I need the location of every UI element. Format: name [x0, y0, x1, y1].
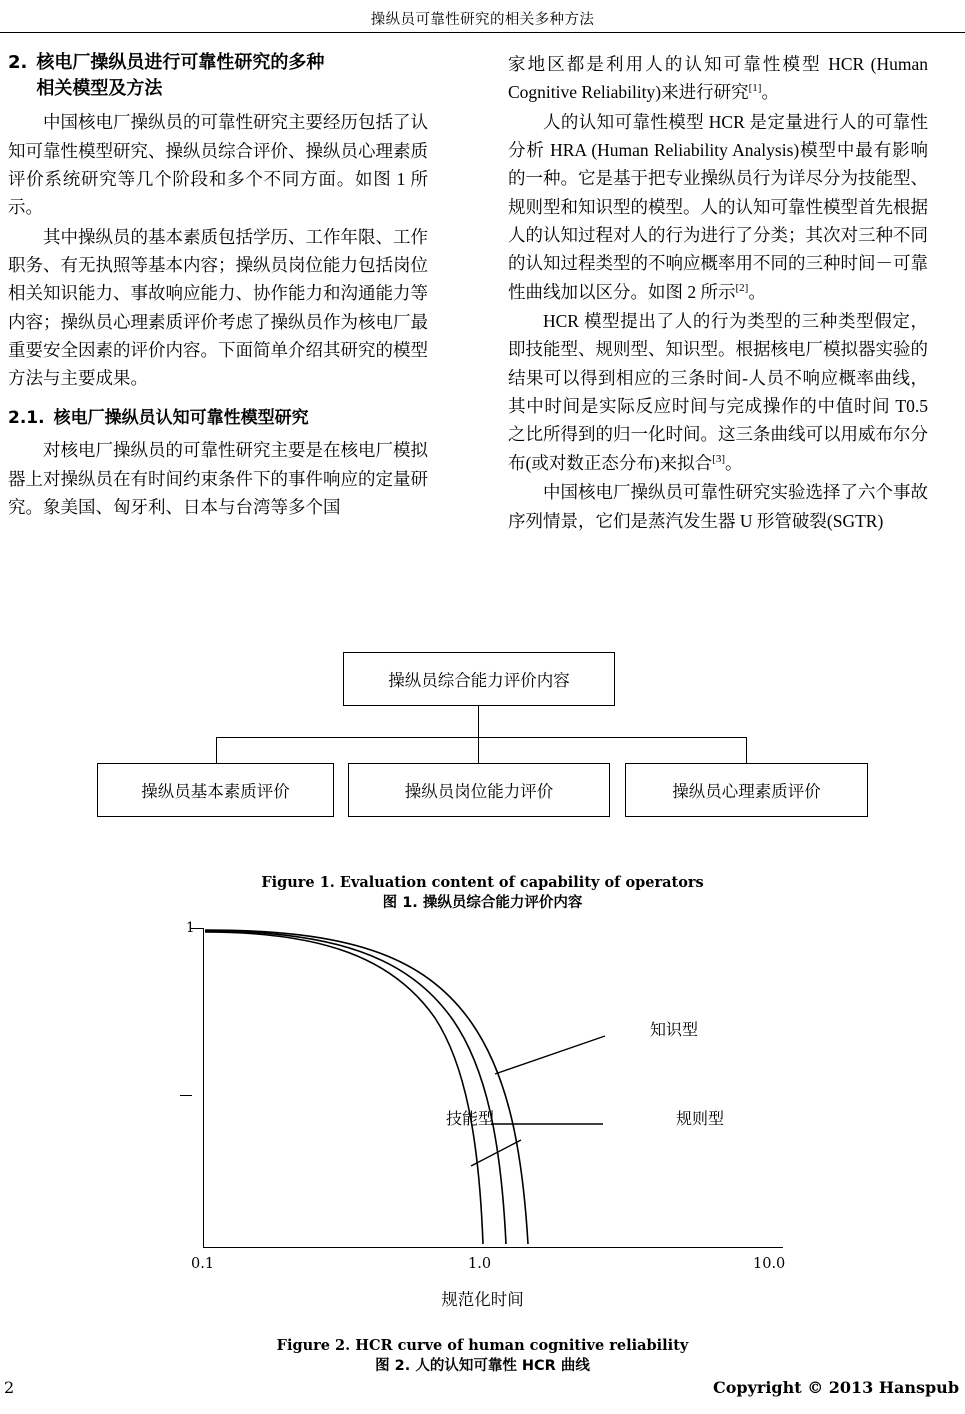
figure2-caption: [0, 1335, 965, 1377]
page-number: 2: [4, 1378, 15, 1397]
paragraph: 中国核电厂操纵员可靠性研究实验选择了六个事故序列情景，它们是蒸汽发生器 U 形管破裂(SGTR): [508, 482, 928, 531]
figure2-caption-cn: 图 2. 人的认知可靠性 HCR 曲线: [375, 1358, 590, 1375]
figure2-xtick-label-3: 10.0: [753, 1256, 786, 1272]
header-rule: [0, 32, 965, 33]
citation-ref: [3]: [712, 452, 725, 465]
left-column: [8, 50, 428, 522]
paragraph: 人的认知可靠性模型 HCR 是定量进行人的可靠性分析 HRA (Human Reliability Analysis)模型中最有影响的一种。它是基于把专业操纵员行为详尽分为技能型、规则型和知识型的模型。人的认知可靠性模型首先根据人的认知过程对人的行为进行了分类；其次对三种不同的认知过程类型的不响应概率用不同的三种时间－可靠性曲线加以区分。如图 2 所示[2]。: [508, 111, 928, 302]
figure1-caption-cn: 图 1. 操纵员综合能力评价内容: [382, 895, 583, 912]
subsection-heading: [8, 405, 428, 433]
paragraph: 其中操纵员的基本素质包括学历、工作年限、工作职务、有无执照等基本内容；操纵员岗位能力包括岗位相关知识能力、事故响应能力、协作能力和沟通能力等内容；操纵员心理素质评价考虑了操纵员作为核电厂最重要安全因素的评价内容。下面简单介绍其研究的模型方法与主要成果。: [8, 226, 428, 389]
figure1-top-box: 操纵员综合能力评价内容: [343, 652, 615, 706]
figure-2: [0, 920, 965, 1320]
section-heading: [8, 50, 428, 102]
figure1-child-box-2: 操纵员岗位能力评价: [348, 763, 610, 817]
figure1-connector-vertical-left: [216, 737, 217, 763]
subsection-number: 2.1.: [8, 407, 45, 428]
figure2-xtick-label-1: 0.1: [191, 1256, 215, 1272]
section-number: 2.: [8, 52, 28, 73]
paragraph: 家地区都是利用人的认知可靠性模型 HCR (Human Cognitive Reliability)来进行研究[1]。: [508, 54, 928, 103]
figure2-label-skill: 技能型: [446, 1109, 495, 1128]
figure1-connector-vertical-right: [746, 737, 747, 763]
figure1-connector-vertical-top: [478, 706, 479, 738]
figure2-label-knowledge: 知识型: [650, 1020, 699, 1039]
figure1-connector-horizontal: [216, 737, 747, 738]
section-title: [36, 50, 428, 102]
figure2-caption-en: Figure 2. HCR curve of human cognitive reliability: [276, 1337, 689, 1354]
section-title-line1: 核电厂操纵员进行可靠性研究的多种: [36, 52, 325, 73]
figure2-label-rule: 规则型: [676, 1109, 725, 1128]
right-column: [508, 50, 928, 536]
citation-ref: [1]: [748, 82, 762, 95]
figure2-curves: [203, 928, 783, 1248]
figure2-ytick-label-1: 1: [186, 920, 195, 936]
figure2-x-axis-label: 规范化时间: [441, 1290, 524, 1309]
figure1-caption-en: Figure 1. Evaluation content of capability of operators: [261, 874, 704, 891]
subsection-title: 核电厂操纵员认知可靠性模型研究: [53, 407, 309, 428]
citation-ref: [2]: [735, 281, 749, 294]
figure2-xtick-label-2: 1.0: [468, 1256, 492, 1272]
figure1-child-box-3: 操纵员心理素质评价: [625, 763, 868, 817]
section-title-line2: 相关模型及方法: [36, 78, 163, 100]
paragraph: HCR 模型提出了人的行为类型的三种类型假定，即技能型、规则型、知识型。根据核电厂模拟器实验的结果可以得到相应的三条时间-人员不响应概率曲线，其中时间是实际反应时间与完成操作的中值时间 T0.5 之比所得到的归一化时间。这三条曲线可以用威布尔分布(或对数正态分布)来拟合[3]。: [508, 311, 928, 473]
copyright-notice: Copyright © 2013 Hanspub: [713, 1378, 959, 1397]
figure1-child-box-1: 操纵员基本素质评价: [97, 763, 334, 817]
figure2-ytick-mark-mid: [180, 1095, 192, 1096]
running-head: 操纵员可靠性研究的相关多种方法: [370, 12, 595, 28]
figure1-connector-vertical-middle: [478, 737, 479, 763]
figure1-caption: [0, 872, 965, 914]
paragraph: 对核电厂操纵员的可靠性研究主要是在核电厂模拟器上对操纵员在有时间约束条件下的事件响应的定量研究。象美国、匈牙利、日本与台湾等多个国: [8, 440, 428, 517]
paragraph: 中国核电厂操纵员的可靠性研究主要经历包括了认知可靠性模型研究、操纵员综合评价、操纵员心理素质评价系统研究等几个阶段和多个不同方面。如图 1 所示。: [8, 112, 428, 218]
figure-1: [0, 648, 965, 908]
